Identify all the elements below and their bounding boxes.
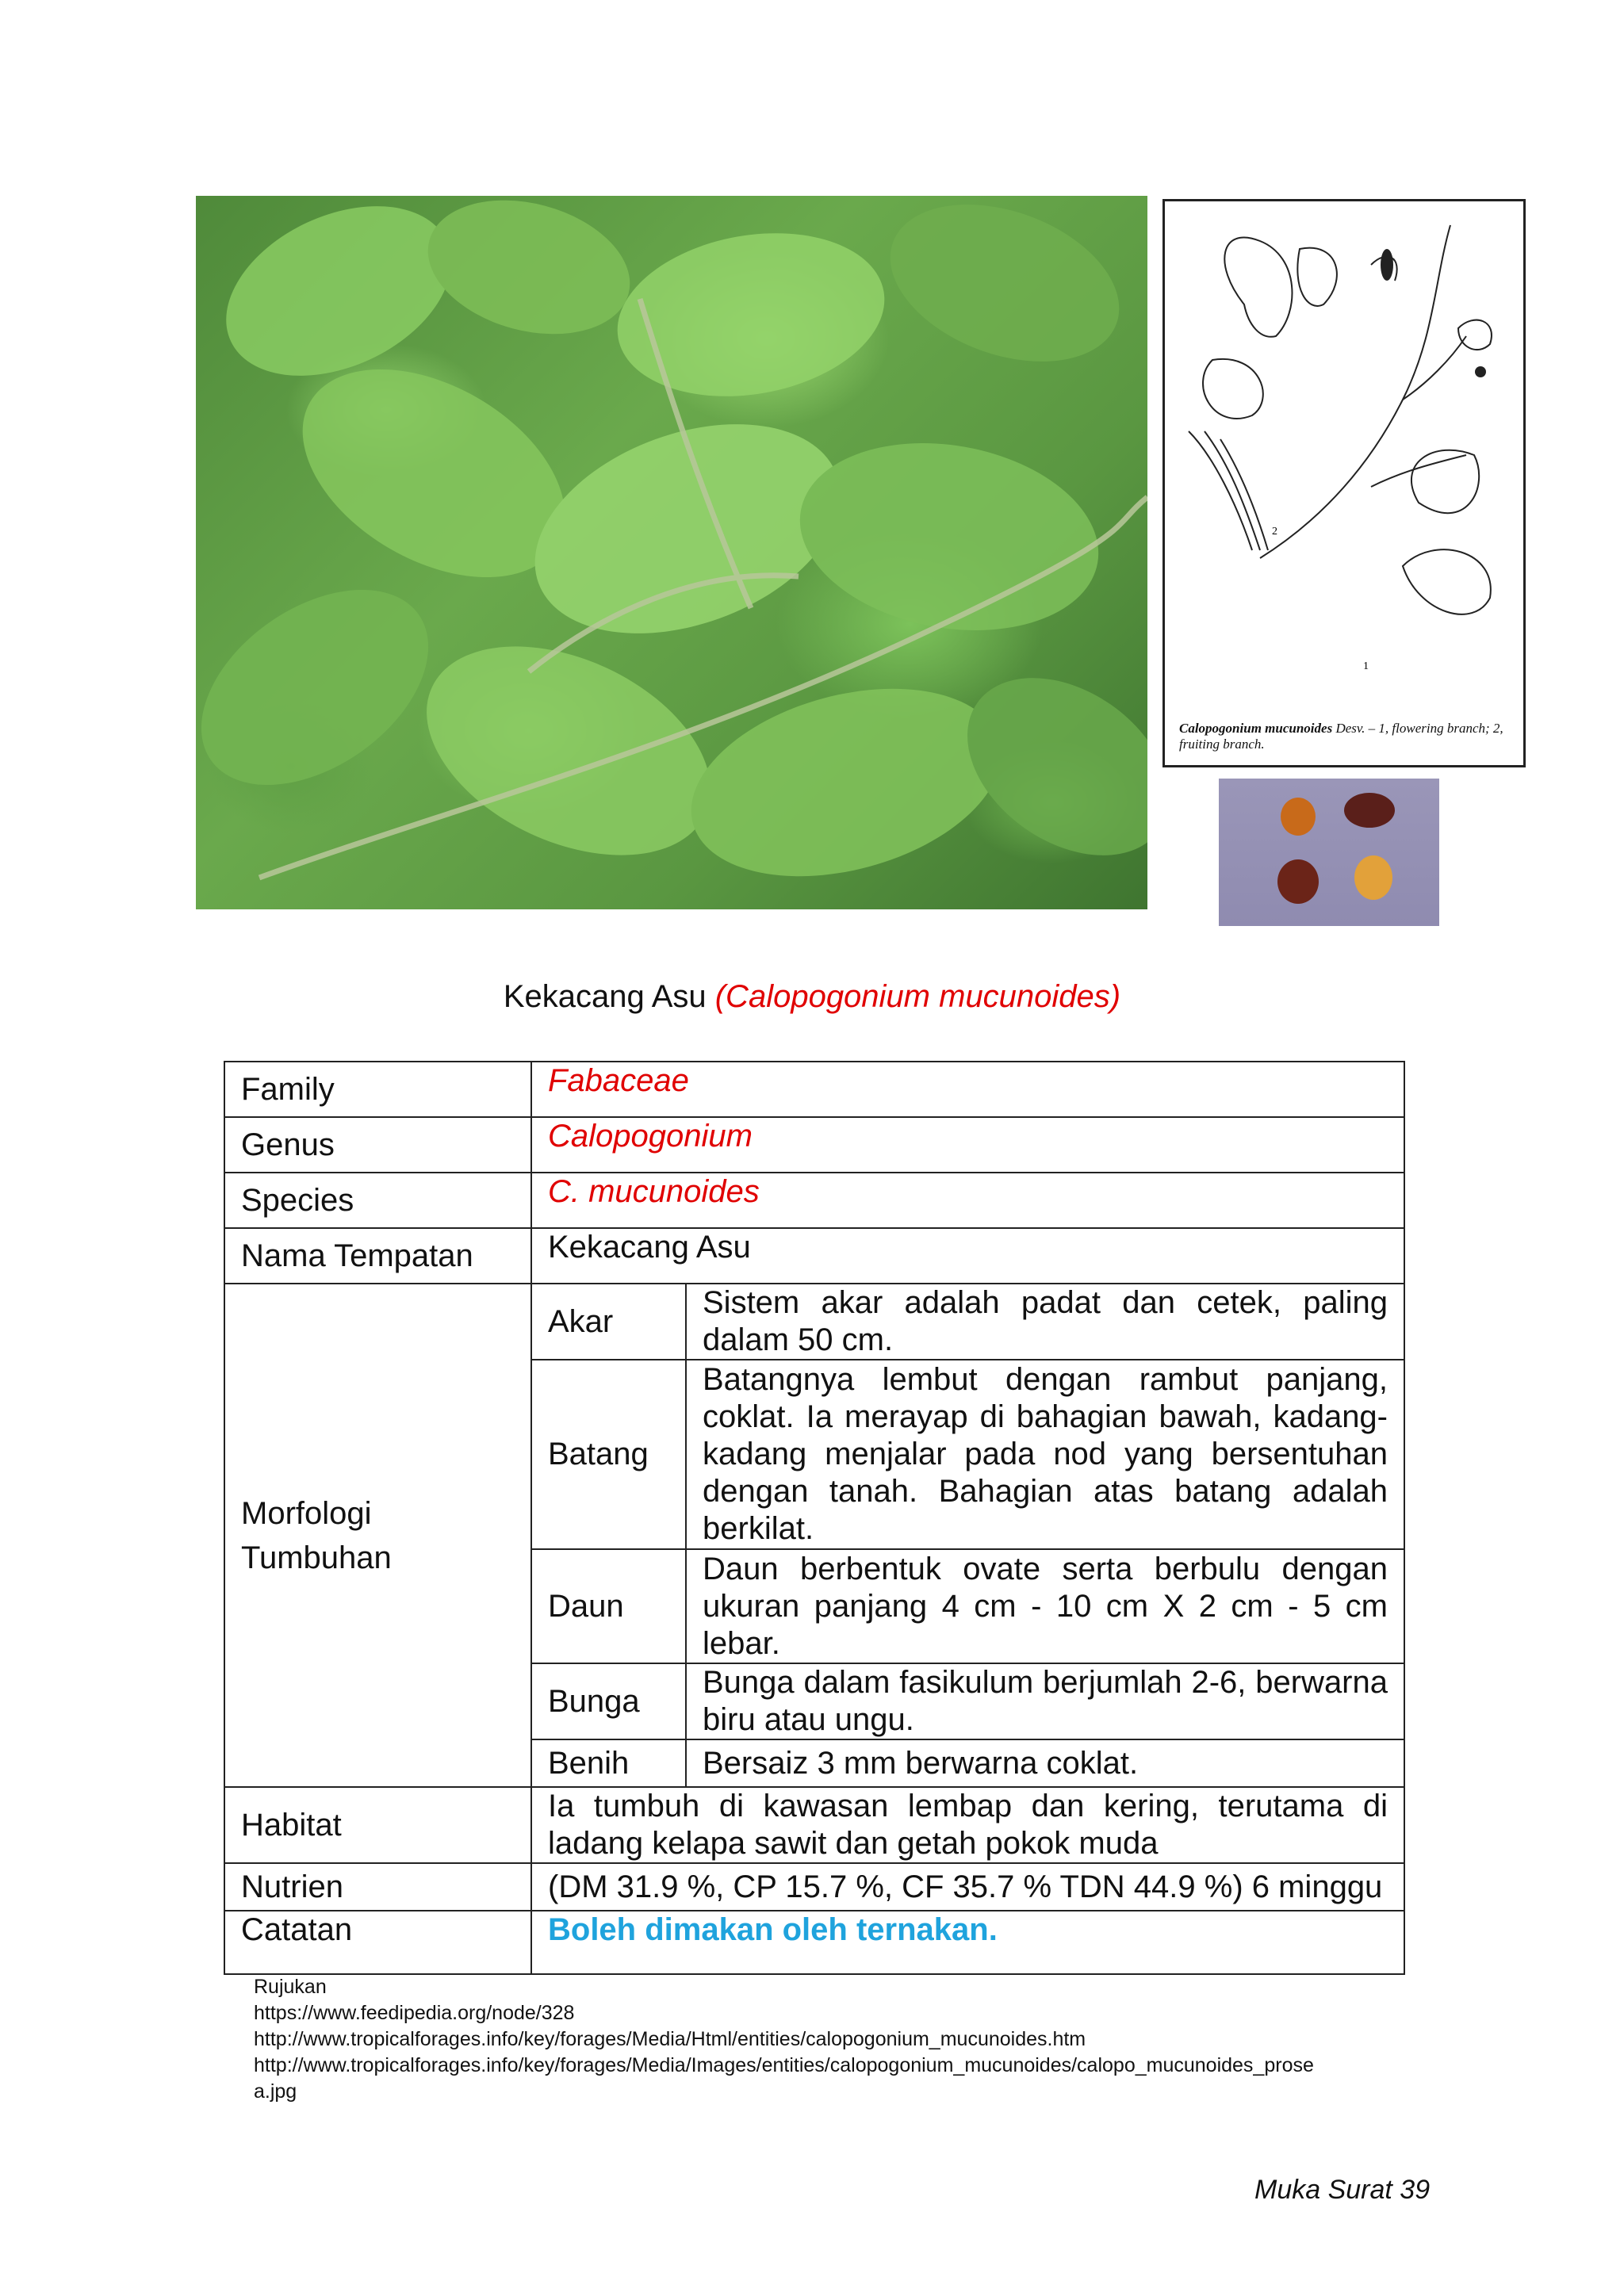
family-value: Fabaceae bbox=[531, 1062, 1404, 1117]
references bbox=[254, 1974, 1443, 2105]
genus-label: Genus bbox=[224, 1117, 531, 1173]
family-label: Family bbox=[224, 1062, 531, 1117]
seeds-photo bbox=[1219, 779, 1439, 926]
plant-photo bbox=[196, 196, 1147, 909]
reference-link-continuation[interactable]: a.jpg bbox=[254, 2080, 297, 2103]
morphology-label bbox=[224, 1284, 531, 1787]
table-row bbox=[224, 1117, 1404, 1173]
morph-desc-benih: Bersaiz 3 mm berwarna coklat. bbox=[686, 1739, 1404, 1787]
drawing-label-2: 2 bbox=[1272, 526, 1277, 538]
morph-part-batang: Batang bbox=[531, 1360, 686, 1549]
morph-part-akar: Akar bbox=[531, 1284, 686, 1360]
morph-part-daun: Daun bbox=[531, 1549, 686, 1663]
note-label: Catatan bbox=[224, 1911, 531, 1974]
reference-link[interactable]: http://www.tropicalforages.info/key/forages/Media/Images/entities/calopogonium_mucunoides/calopo_mucunoides_prose bbox=[254, 2054, 1314, 2076]
local-name-value: Kekacang Asu bbox=[531, 1228, 1404, 1284]
nutrient-value: (DM 31.9 %, CP 15.7 %, CF 35.7 % TDN 44.9 %) 6 minggu bbox=[531, 1863, 1404, 1911]
morph-desc-akar: Sistem akar adalah padat dan cetek, paling dalam 50 cm. bbox=[686, 1284, 1404, 1360]
morph-desc-bunga: Bunga dalam fasikulum berjumlah 2-6, berwarna biru atau ungu. bbox=[686, 1663, 1404, 1739]
table-row bbox=[224, 1228, 1404, 1284]
table-row bbox=[224, 1911, 1404, 1974]
table-row bbox=[224, 1284, 1404, 1360]
page-title bbox=[0, 978, 1624, 1016]
morph-desc-batang: Batangnya lembut dengan rambut panjang, coklat. Ia merayap di bahagian bawah, kadang-kadang menjalar pada nod yang bersentuhan dengan tanah. Bahagian atas batang adalah berkilat. bbox=[686, 1360, 1404, 1549]
reference-link[interactable]: https://www.feedipedia.org/node/328 bbox=[254, 2002, 575, 2024]
local-name-label: Nama Tempatan bbox=[224, 1228, 531, 1284]
title-scientific-name: (Calopogonium mucunoides) bbox=[714, 979, 1121, 1014]
morphology-label-line-1: Morfologi bbox=[241, 1495, 372, 1531]
table-row bbox=[224, 1062, 1404, 1117]
morph-part-bunga: Bunga bbox=[531, 1663, 686, 1739]
morph-desc-daun: Daun berbentuk ovate serta berbulu dengan ukuran panjang 4 cm - 10 cm X 2 cm - 5 cm lebar. bbox=[686, 1549, 1404, 1663]
table-row bbox=[224, 1173, 1404, 1228]
page-number: Muka Surat 39 bbox=[1254, 2175, 1431, 2205]
species-value: C. mucunoides bbox=[531, 1173, 1404, 1228]
note-value: Boleh dimakan oleh ternakan. bbox=[531, 1911, 1404, 1974]
drawing-label-1: 1 bbox=[1363, 660, 1369, 672]
table-row bbox=[224, 1863, 1404, 1911]
title-common-name: Kekacang Asu bbox=[503, 979, 715, 1014]
drawing-caption bbox=[1179, 721, 1512, 752]
botanical-drawing bbox=[1162, 199, 1526, 767]
genus-value: Calopogonium bbox=[531, 1117, 1404, 1173]
references-heading: Rujukan bbox=[254, 1976, 327, 1998]
drawing-caption-text: Desv. – 1, flowering branch; 2, fruiting branch. bbox=[1179, 721, 1503, 752]
morph-part-benih: Benih bbox=[531, 1739, 686, 1787]
habitat-value: Ia tumbuh di kawasan lembap dan kering, terutama di ladang kelapa sawit dan getah pokok muda bbox=[531, 1787, 1404, 1863]
species-label: Species bbox=[224, 1173, 531, 1228]
drawing-caption-name: Calopogonium mucunoides bbox=[1179, 721, 1333, 736]
table-row bbox=[224, 1787, 1404, 1863]
nutrient-label: Nutrien bbox=[224, 1863, 531, 1911]
habitat-label: Habitat bbox=[224, 1787, 531, 1863]
plant-info-table bbox=[224, 1061, 1405, 1975]
morphology-label-line-2: Tumbuhan bbox=[241, 1540, 392, 1575]
reference-link[interactable]: http://www.tropicalforages.info/key/forages/Media/Html/entities/calopogonium_mucunoides.htm bbox=[254, 2028, 1086, 2050]
